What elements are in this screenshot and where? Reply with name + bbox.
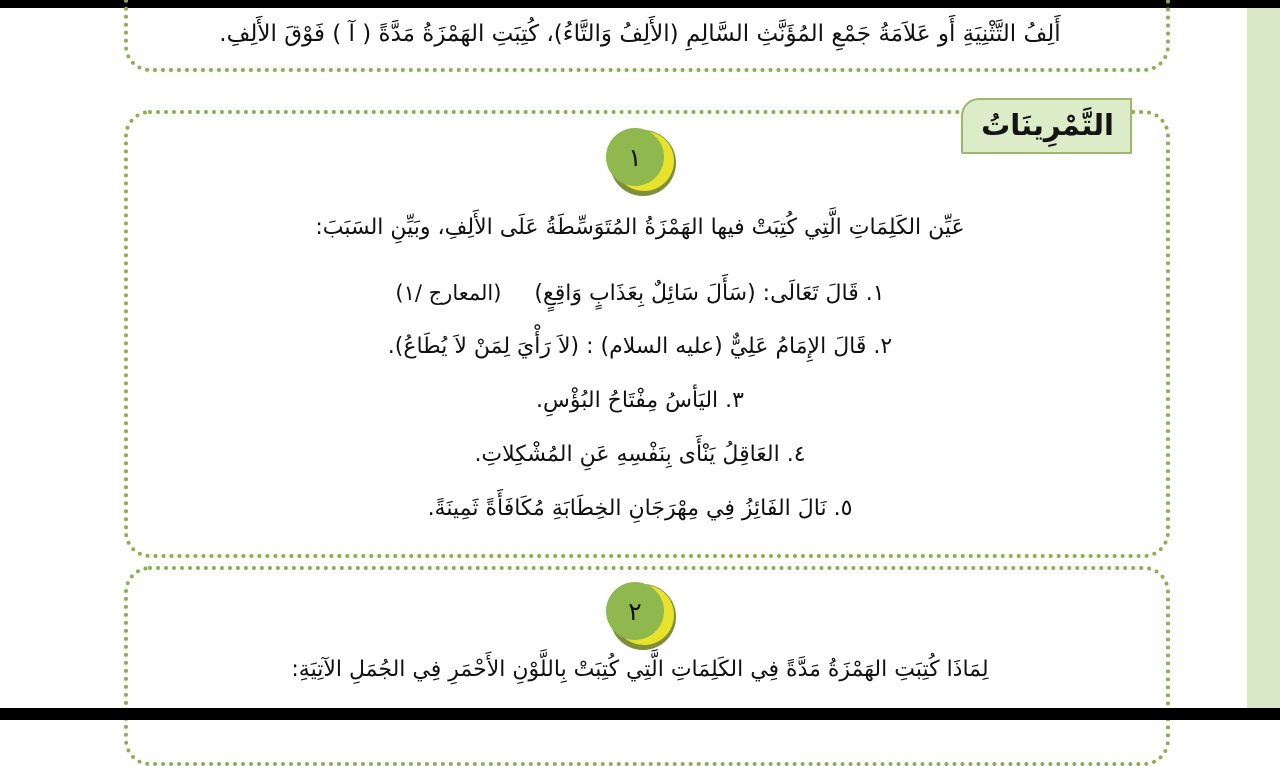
list-item-text: اليَأسُ مِفْتَاحُ البُؤْسِ.: [536, 388, 719, 413]
list-item: [150, 482, 1130, 536]
page-title: التَّمْرِينَاتُ: [961, 98, 1132, 154]
badge-inner-circle: [606, 128, 664, 186]
list-item-text: قَالَ تَعَالَى: (سَأَلَ سَائِلٌ بِعَذَابٍ وَاقِعٍ): [534, 281, 859, 306]
list-item-marker: ٤.: [786, 442, 806, 467]
exercise-2-prompt: لِمَاذَا كُتِبَتِ الهَمْزَةُ مَدَّةً فِي الكَلِمَاتِ الَّتِي كُتِبَتْ بِاللَّوْنِ الأَحْمَرِ فِي الجُمَلِ الآتِيَةِ:: [291, 657, 989, 682]
exercise-1-item-list: [150, 266, 1130, 536]
exercise-1-prompt: عَيِّن الكَلِمَاتِ الَّتِي كُتِبَتْ فيها الهَمْزَةُ المُتَوَسِّطَةُ عَلَى الأَلِفِ، وبَيِّنِ السَبَبَ:: [315, 215, 965, 240]
list-item-marker: ١.: [865, 281, 885, 306]
list-item-text: العَاقِلُ يَنْأَى بِنَفْسِهِ عَنِ المُشْكِلاتِ.: [474, 442, 780, 467]
list-item: [150, 428, 1130, 482]
list-item-marker: ٣.: [725, 388, 744, 413]
right-green-margin-band: [1247, 8, 1280, 708]
list-item-text: قَالَ الإِمَامُ عَلِيٌّ (عليه السلام) : (لاَ رَأْيَ لِمَنْ لاَ يُطَاعُ).: [387, 334, 867, 359]
list-item-reference: (المعارج /١): [395, 281, 502, 305]
exercise-1-number-badge: [604, 124, 676, 196]
list-item: [150, 320, 1130, 374]
exercise-1-number: ١: [628, 142, 642, 172]
badge-inner-circle: [606, 582, 664, 640]
list-item-marker: ٥.: [833, 496, 853, 521]
exercise-2-number: ٢: [628, 596, 642, 626]
exercise-2-number-badge: [604, 578, 676, 650]
list-item-text: نَالَ الفَائِزُ فِي مِهْرَجَانِ الخِطَابَةِ مُكَافَأَةً ثَمِينَةً.: [427, 496, 827, 521]
list-item: [150, 266, 1130, 320]
bottom-black-bar: [0, 708, 1280, 720]
list-item-marker: ٢.: [873, 334, 893, 359]
intro-note-text: أَلِفُ التَّثْنِيَةِ أَو عَلاَمَةُ جَمْعِ المُؤَنَّثِ السَّالِمِ (الأَلِفُ وَالتَّاءُ)، كُتِبَتِ الهَمْزَةُ مَدَّةً ( آ ) فَوْقَ الأَلِفِ.: [219, 21, 1061, 47]
list-item: [150, 374, 1130, 428]
